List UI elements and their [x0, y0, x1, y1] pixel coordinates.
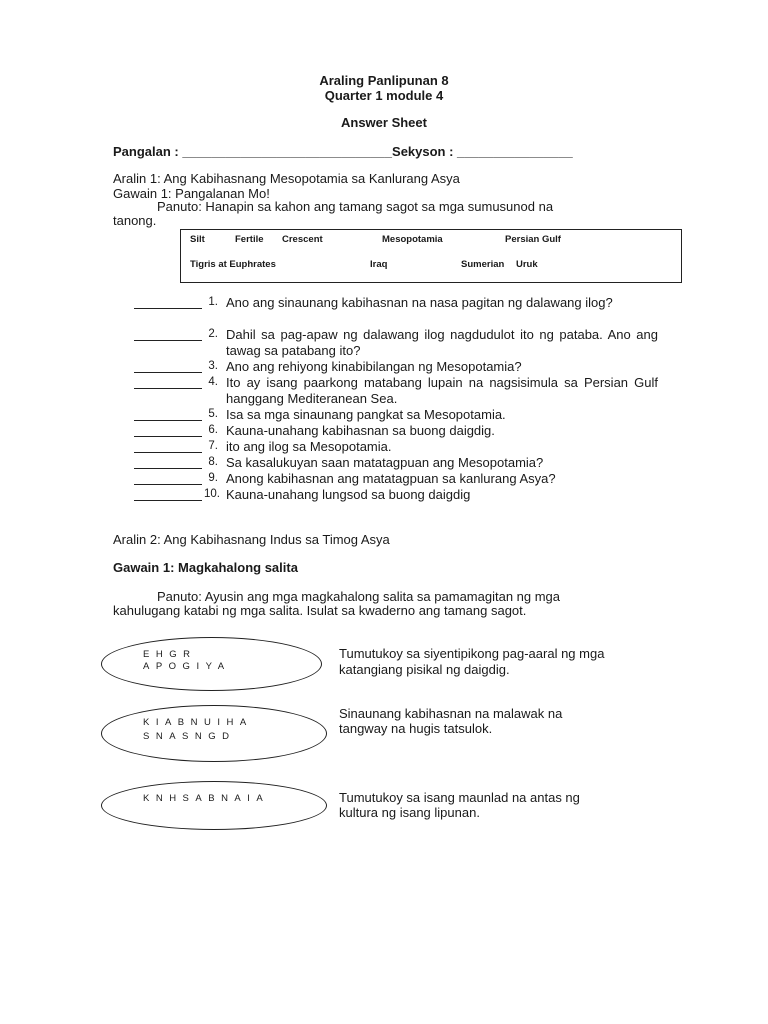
clue-text: Tumutukoy sa isang maunlad na antas ng: [339, 790, 580, 805]
answer-blank[interactable]: [134, 308, 202, 309]
question-number: 2.: [208, 328, 218, 340]
lesson1-title: Aralin 1: Ang Kabihasnang Mesopotamia sa Kanlurang Asya: [113, 171, 460, 186]
page-title: Araling Panlipunan 8: [319, 73, 449, 88]
answer-blank[interactable]: [134, 500, 202, 501]
answer-blank[interactable]: [134, 420, 202, 421]
question-text: Kauna-unahang lungsod sa buong daigdig: [226, 487, 471, 502]
lesson2-instructions: Panuto: Ayusin ang mga magkahalong salita sa pamamagitan ng mga: [157, 589, 561, 604]
question-text: Dahil sa pag-apaw ng dalawang ilog nagdudulot ito ng pataba. Ano ang tawag sa patabang ito?: [226, 327, 658, 358]
question-number: 6.: [208, 424, 218, 436]
question-text: Kauna-unahang kabihasnan sa buong daigdig.: [226, 423, 495, 438]
question-text: Isa sa mga sinaunang pangkat sa Mesopotamia.: [226, 407, 506, 422]
jumbled-letters: KIABNUIHA: [143, 717, 253, 728]
clue-text: Tumutukoy sa siyentipikong pag-aaral ng mga: [339, 646, 605, 661]
answer-blank[interactable]: [134, 436, 202, 437]
question-number: 9.: [208, 472, 218, 484]
lesson2-activity: Gawain 1: Magkahalong salita: [113, 560, 298, 575]
word-bank-item: Iraq: [370, 259, 388, 270]
word-bank-item: Persian Gulf: [505, 234, 561, 245]
word-bank-item: Tigris at Euphrates: [190, 259, 276, 270]
question-text: ito ang ilog sa Mesopotamia.: [226, 439, 392, 454]
question-number: 10.: [204, 488, 220, 500]
question-text: Sa kasalukuyan saan matatagpuan ang Mesopotamia?: [226, 455, 544, 470]
name-section-line[interactable]: Pangalan : _____________________________Sekyson : ________________: [113, 144, 573, 159]
question-number: 7.: [208, 440, 218, 452]
lesson2-instructions-cont: kahulugang katabi ng mga salita. Isulat sa kwaderno ang tamang sagot.: [113, 603, 527, 618]
word-bank-item: Silt: [190, 234, 205, 245]
lesson1-instructions-cont: tanong.: [113, 213, 157, 228]
clue-text: kultura ng isang lipunan.: [339, 805, 480, 820]
answer-blank[interactable]: [134, 372, 202, 373]
sheet-title: Answer Sheet: [341, 115, 427, 130]
question-number: 8.: [208, 456, 218, 468]
lesson1-instructions: Panuto: Hanapin sa kahon ang tamang sagot sa mga sumusunod na: [157, 199, 554, 214]
question-number: 5.: [208, 408, 218, 420]
question-text: Anong kabihasnan ang matatagpuan sa kanlurang Asya?: [226, 471, 556, 486]
answer-blank[interactable]: [134, 484, 202, 485]
word-bank-item: Crescent: [282, 234, 323, 245]
question-text: Ano ang sinaunang kabihasnan na nasa pagitan ng dalawang ilog?: [226, 295, 613, 310]
jumbled-letters: SNASNGD: [143, 731, 236, 742]
clue-text: katangiang pisikal ng daigdig.: [339, 662, 510, 677]
lesson2-title: Aralin 2: Ang Kabihasnang Indus sa Timog Asya: [113, 532, 390, 547]
word-bank-item: Uruk: [516, 259, 538, 270]
page-subtitle: Quarter 1 module 4: [324, 88, 444, 103]
jumbled-letters: KNHSABNAIA: [143, 793, 270, 804]
lesson1-activity: Gawain 1: Pangalanan Mo!: [113, 186, 270, 201]
jumbled-letters: APOGIYA: [143, 661, 231, 672]
answer-blank[interactable]: [134, 388, 202, 389]
jumbled-word-oval: [101, 781, 327, 830]
word-bank-item: Fertile: [235, 234, 264, 245]
question-text: Ito ay isang paarkong matabang lupain na nagsisimula sa Persian Gulf hanggang Mediteranean Sea.: [226, 375, 658, 406]
question-number: 1.: [208, 296, 218, 308]
answer-blank[interactable]: [134, 468, 202, 469]
clue-text: Sinaunang kabihasnan na malawak na: [339, 706, 563, 721]
clue-text: tangway na hugis tatsulok.: [339, 721, 493, 736]
word-bank-item: Mesopotamia: [382, 234, 443, 245]
answer-blank[interactable]: [134, 452, 202, 453]
jumbled-letters: EHGR: [143, 649, 197, 660]
word-bank-item: Sumerian: [461, 259, 505, 270]
question-number: 3.: [208, 360, 218, 372]
question-number: 4.: [208, 376, 218, 388]
answer-blank[interactable]: [134, 340, 202, 341]
question-text: Ano ang rehiyong kinabibilangan ng Mesopotamia?: [226, 359, 522, 374]
